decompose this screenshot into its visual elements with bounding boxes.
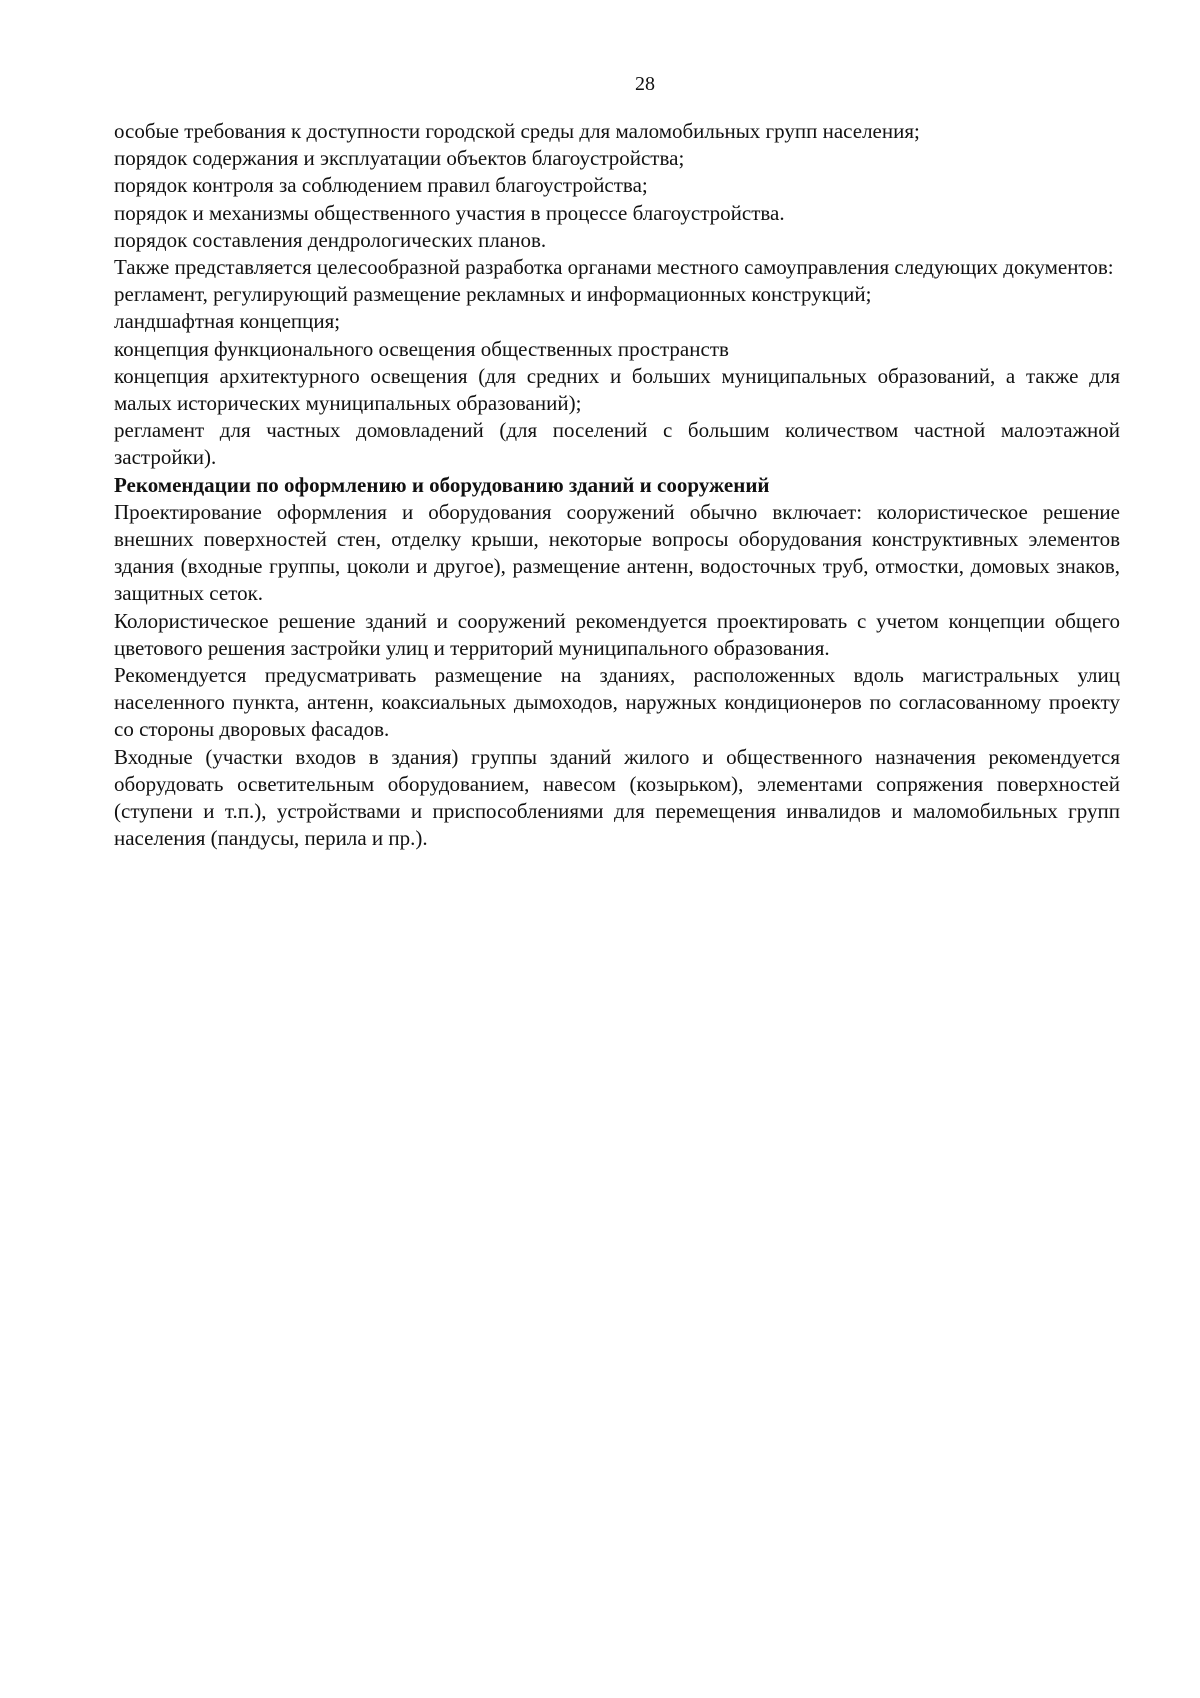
paragraph: особые требования к доступности городской среды для маломобильных групп населения; (114, 119, 920, 143)
paragraph: концепция функционального освещения общественных пространств (114, 336, 729, 361)
paragraph: порядок составления дендрологических планов. (114, 227, 547, 252)
paragraph: ландшафтная концепция; (114, 309, 341, 334)
paragraph: Рекомендуется предусматривать размещение на зданиях, расположенных вдоль магистральных улиц населенного пункта, антенн, коаксиальных дымоходов, наружных кондиционеров по согласованному проекту со стороны дворовых фасадов. (114, 663, 1120, 742)
paragraph: регламент, регулирующий размещение рекламных и информационных конструкций; (114, 282, 872, 307)
paragraph: Входные (участки входов в здания) группы зданий жилого и общественного назначения рекомендуется оборудовать осветительным оборудованием, навесом (козырьком), элементами сопряжения поверхностей (ступени и т.п.), устройствами и приспособлениями для перемещения инвалидов и маломобильных групп населения (пандусы, перила и пр.). (114, 744, 1120, 851)
paragraph: порядок и механизмы общественного участия в процессе благоустройства. (114, 200, 785, 225)
page-number: 28 (635, 73, 655, 95)
section-heading: Рекомендации по оформлению и оборудованию зданий и сооружений (114, 472, 770, 497)
paragraph: порядок содержания и эксплуатации объектов благоустройства; (114, 146, 685, 171)
paragraph: регламент для частных домовладений (для поселений с большим количеством частной малоэтажной застройки). (114, 418, 1120, 470)
document-body (114, 118, 1120, 852)
paragraph: Также представляется целесообразной разработка органами местного самоуправления следующих документов: (114, 255, 1114, 280)
paragraph: Проектирование оформления и оборудования сооружений обычно включает: колористическое решение внешних поверхностей стен, отделку крыши, некоторые вопросы оборудования конструктивных элементов здания (входные группы, цоколи и другое), размещение антенн, водосточных труб, отмостки, домовых знаков, защитных сеток. (114, 499, 1120, 606)
paragraph: порядок контроля за соблюдением правил благоустройства; (114, 173, 648, 198)
paragraph: концепция архитектурного освещения (для средних и больших муниципальных образований, а также для малых исторических муниципальных образований); (114, 363, 1120, 416)
paragraph: Колористическое решение зданий и сооружений рекомендуется проектировать с учетом концепции общего цветового решения застройки улиц и территорий муниципального образования. (114, 608, 1120, 660)
